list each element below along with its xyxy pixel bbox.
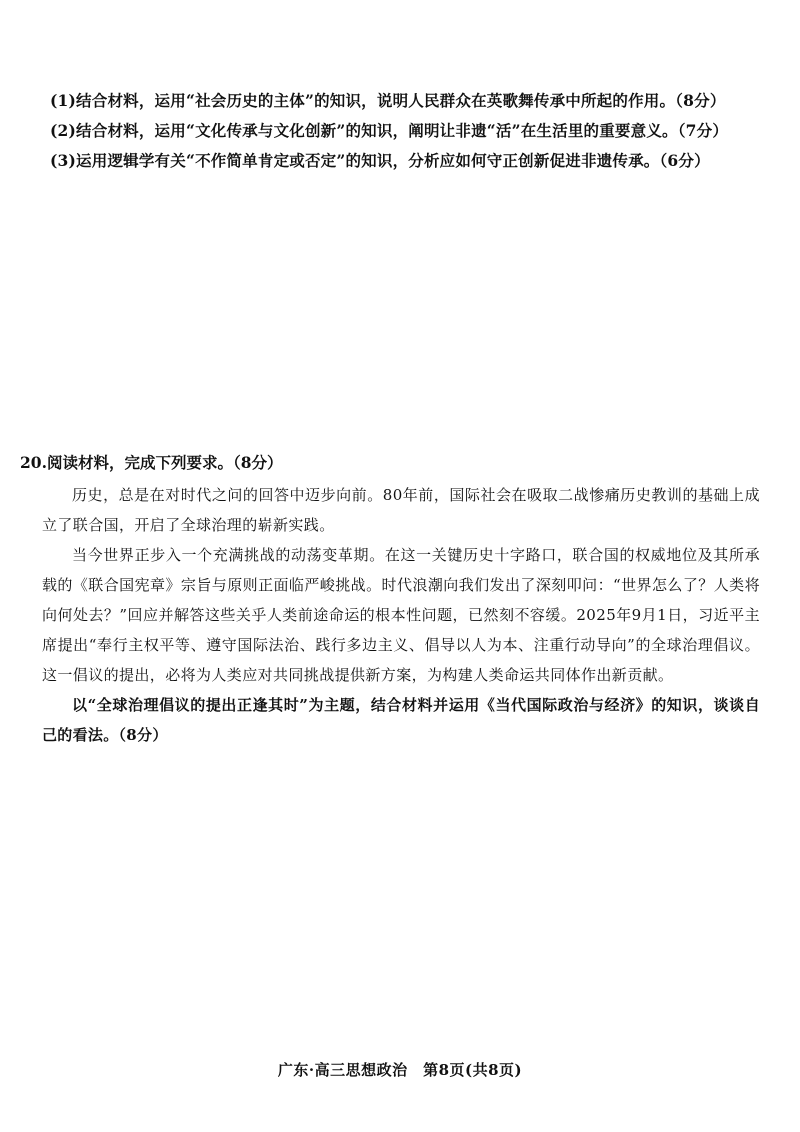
sub-question-2: (2)结合材料，运用“文化传承与文化创新”的知识，阐明让非遗“活”在生活里的重要意义。（7分） xyxy=(50,121,729,140)
sub-question-1: (1)结合材料，运用“社会历史的主体”的知识，说明人民群众在英歌舞传承中所起的作用。（8分） xyxy=(50,91,726,110)
page-footer: 广东·高三思想政治 第8页(共8页) xyxy=(277,1061,523,1079)
question-20-header: 20.阅读材料，完成下列要求。（8分） xyxy=(20,453,283,472)
material-paragraph-1: 历史，总是在对时代之问的回答中迈步向前。80年前，国际社会在吸取二战惨痛历史教训的基础上成立了联合国，开启了全球治理的崭新实践。 xyxy=(42,486,760,534)
question-20-material xyxy=(20,480,760,690)
question-20-task: 以“全球治理倡议的提出正逢其时”为主题，结合材料并运用《当代国际政治与经济》的知识，谈谈自己的看法。（8分） xyxy=(42,696,760,744)
sub-question-3: (3)运用逻辑学有关“不作简单肯定或否定”的知识，分析应如何守正创新促进非遗传承。（6分） xyxy=(50,151,710,170)
question-20 xyxy=(20,448,760,750)
question-19-sub-questions xyxy=(50,86,770,176)
material-paragraph-2: 当今世界正步入一个充满挑战的动荡变革期。在这一关键历史十字路口，联合国的权威地位及其所承载的《联合国宪章》宗旨与原则正面临严峻挑战。时代浪潮向我们发出了深刻叩问：“世界怎么了？人类将向何处去？”回应并解答这些关乎人类前途命运的根本性问题，已然刻不容缓。2025年9月1日，习近平主席提出“奉行主权平等、遵守国际法治、践行多边主义、倡导以人为本、注重行动导向”的全球治理倡议。这一倡议的提出，必将为人类应对共同挑战提供新方案，为构建人类命运共同体作出新贡献。 xyxy=(42,546,760,684)
